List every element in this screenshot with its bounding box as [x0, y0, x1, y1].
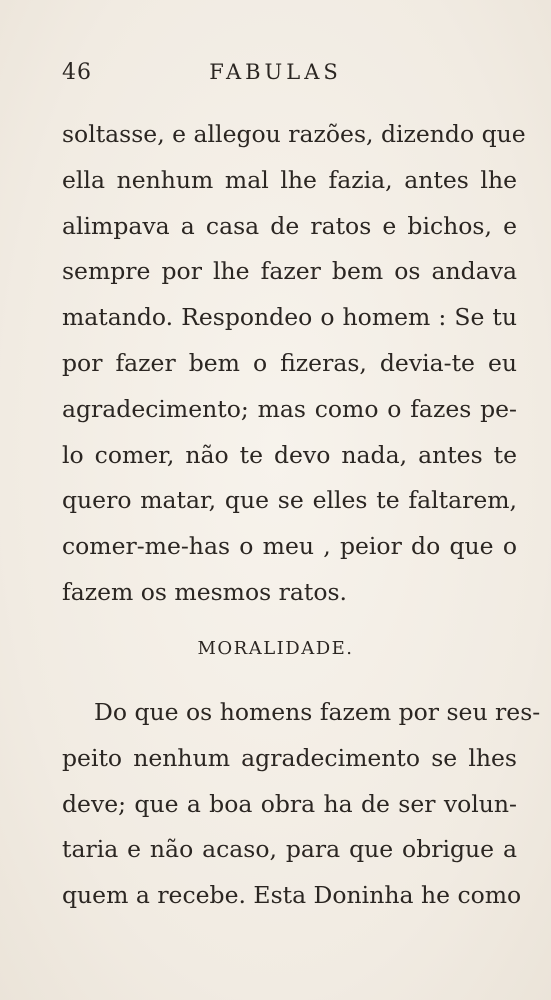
text-line: peito nenhum agradecimento se lhes	[62, 743, 517, 772]
text-line: quero matar, que se elles te faltarem,	[62, 486, 517, 515]
text-line: Do que os homens fazem por seu res-	[94, 698, 541, 726]
moral-text	[62, 690, 541, 919]
moral-heading: MORALIDADE.	[197, 638, 354, 659]
text-line: matando. Respondeo o homem : Se tu	[62, 303, 517, 332]
text-line: lo comer, não te devo nada, antes te	[62, 440, 517, 469]
text-line: deve; que a boa obra ha de ser volun-	[62, 789, 517, 818]
text-line: fazem os mesmos ratos.	[62, 577, 348, 606]
text-line: ella nenhum mal lhe fazia, antes lhe	[62, 165, 517, 194]
text-line: sempre por lhe fazer bem os andava	[62, 257, 517, 286]
text-line: agradecimento; mas como o fazes pe-	[62, 394, 517, 423]
page-header	[62, 60, 489, 94]
page-number: 46	[62, 60, 92, 85]
text-line: comer-me-has o meu , peior do que o	[62, 532, 517, 561]
text-line: alimpava a casa de ratos e bichos, e	[62, 211, 517, 240]
text-line: quem a recebe. Esta Doninha he como	[62, 881, 522, 910]
text-line: soltasse, e allegou razões, dizendo que	[62, 120, 526, 148]
text-line: por fazer bem o fizeras, devia-te eu	[62, 348, 517, 377]
running-title: FABULAS	[209, 60, 342, 84]
text-line: taria e não acaso, para que obrigue a	[62, 835, 517, 864]
fable-text	[62, 112, 526, 616]
